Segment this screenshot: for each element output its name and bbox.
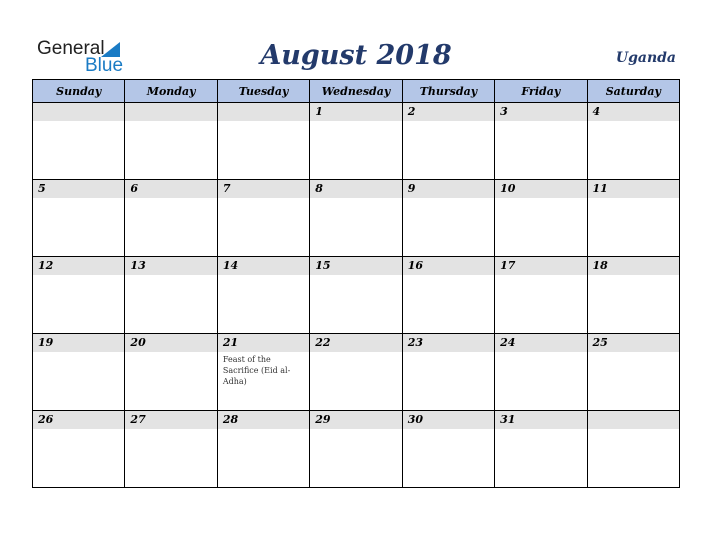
day-cell[interactable] <box>33 334 125 411</box>
day-cell[interactable] <box>33 180 125 257</box>
day-cell[interactable] <box>217 411 309 488</box>
day-cell[interactable] <box>33 257 125 334</box>
day-number: 26 <box>33 411 124 429</box>
day-cell[interactable] <box>402 334 494 411</box>
day-number: 5 <box>33 180 124 198</box>
calendar-grid <box>32 79 680 488</box>
day-cell[interactable] <box>125 103 217 180</box>
day-number: 13 <box>125 257 216 275</box>
holiday-event: Feast of the Sacrifice (Eid al-Adha) <box>222 355 291 386</box>
day-cell[interactable] <box>125 334 217 411</box>
weekday-header: Thursday <box>402 80 494 103</box>
page-title: August 2018 <box>260 40 452 71</box>
day-cell[interactable] <box>402 411 494 488</box>
day-cell[interactable] <box>33 411 125 488</box>
day-number <box>218 103 309 121</box>
day-cell[interactable] <box>217 103 309 180</box>
day-cell[interactable] <box>587 411 679 488</box>
day-cell[interactable] <box>402 180 494 257</box>
day-number: 16 <box>403 257 494 275</box>
week-row <box>33 180 680 257</box>
day-cell[interactable] <box>495 411 587 488</box>
day-number: 15 <box>310 257 401 275</box>
day-cell[interactable] <box>310 257 402 334</box>
day-cell[interactable] <box>587 103 679 180</box>
day-number: 21 <box>218 334 309 352</box>
day-cell[interactable] <box>402 257 494 334</box>
logo-text-general: General <box>37 38 105 59</box>
day-cell[interactable] <box>495 180 587 257</box>
weekday-header: Sunday <box>33 80 125 103</box>
day-number: 3 <box>495 103 586 121</box>
weekday-header-row <box>33 80 680 103</box>
day-cell[interactable] <box>587 334 679 411</box>
day-number: 19 <box>33 334 124 352</box>
day-number: 4 <box>588 103 679 121</box>
day-number: 24 <box>495 334 586 352</box>
day-cell[interactable] <box>495 334 587 411</box>
day-number: 17 <box>495 257 586 275</box>
day-cell[interactable] <box>310 103 402 180</box>
day-number: 12 <box>33 257 124 275</box>
weekday-header: Tuesday <box>217 80 309 103</box>
day-number: 31 <box>495 411 586 429</box>
day-cell[interactable] <box>33 103 125 180</box>
week-row <box>33 334 680 411</box>
day-cell[interactable] <box>587 180 679 257</box>
day-number: 11 <box>588 180 679 198</box>
day-number: 8 <box>310 180 401 198</box>
country-label: Uganda <box>615 50 676 66</box>
weekday-header: Wednesday <box>310 80 402 103</box>
day-cell[interactable] <box>495 257 587 334</box>
day-number: 28 <box>218 411 309 429</box>
day-cell[interactable] <box>402 103 494 180</box>
week-row <box>33 411 680 488</box>
day-number: 20 <box>125 334 216 352</box>
day-cell[interactable] <box>217 257 309 334</box>
day-number: 2 <box>403 103 494 121</box>
week-row <box>33 257 680 334</box>
day-cell[interactable] <box>217 334 309 411</box>
day-number: 25 <box>588 334 679 352</box>
day-number: 22 <box>310 334 401 352</box>
day-cell[interactable] <box>310 411 402 488</box>
day-cell[interactable] <box>587 257 679 334</box>
day-number: 29 <box>310 411 401 429</box>
day-number: 7 <box>218 180 309 198</box>
day-number <box>33 103 124 121</box>
logo-text-blue: Blue <box>85 55 124 76</box>
day-number: 9 <box>403 180 494 198</box>
weekday-header: Saturday <box>587 80 679 103</box>
day-number: 10 <box>495 180 586 198</box>
day-number: 27 <box>125 411 216 429</box>
day-cell[interactable] <box>125 180 217 257</box>
week-row <box>33 103 680 180</box>
day-cell[interactable] <box>125 257 217 334</box>
day-number: 14 <box>218 257 309 275</box>
day-number <box>125 103 216 121</box>
day-cell[interactable] <box>310 334 402 411</box>
day-cell[interactable] <box>217 180 309 257</box>
day-number: 6 <box>125 180 216 198</box>
day-cell[interactable] <box>495 103 587 180</box>
day-number: 18 <box>588 257 679 275</box>
day-number: 30 <box>403 411 494 429</box>
weekday-header: Friday <box>495 80 587 103</box>
weekday-header: Monday <box>125 80 217 103</box>
day-number: 23 <box>403 334 494 352</box>
day-number <box>588 411 679 429</box>
day-cell[interactable] <box>310 180 402 257</box>
day-number: 1 <box>310 103 401 121</box>
day-cell[interactable] <box>125 411 217 488</box>
